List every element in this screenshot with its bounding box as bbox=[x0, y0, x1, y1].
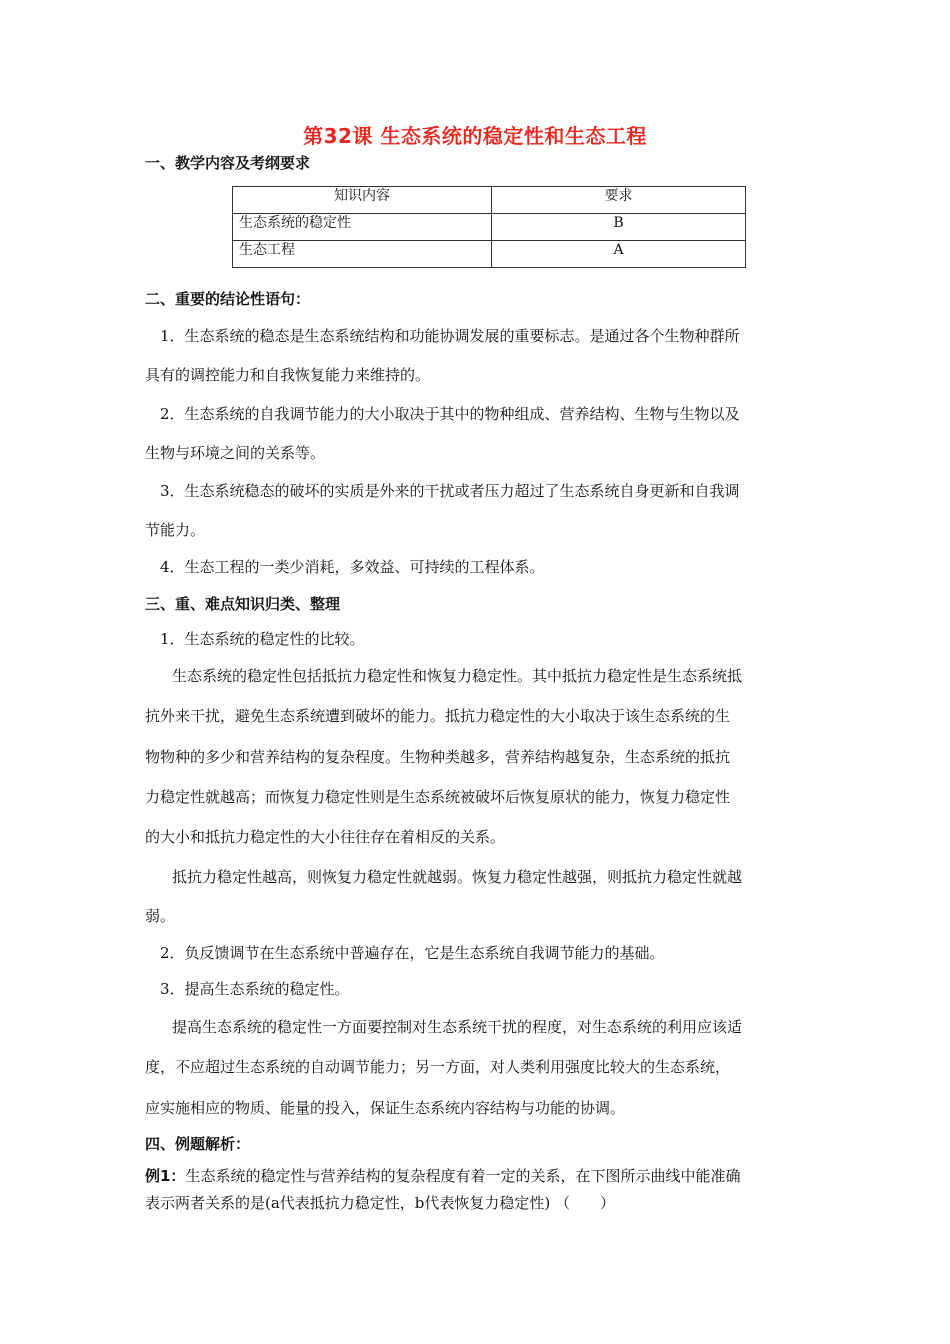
paragraph-line: 提高生态系统的稳定性一方面要控制对生态系统干扰的程度，对生态系统的利用应该适 bbox=[172, 1018, 743, 1036]
example-1-line: 表示两者关系的是(a代表抵抗力稳定性，b代表恢复力稳定性) （ ） bbox=[145, 1194, 616, 1212]
table-cell: A bbox=[492, 241, 746, 268]
table-cell: B bbox=[492, 214, 746, 241]
table-header-cell: 要求 bbox=[492, 187, 746, 214]
table-header-cell: 知识内容 bbox=[233, 187, 492, 214]
example-label: 例1： bbox=[145, 1167, 186, 1185]
paragraph-line: 生态系统的稳定性包括抵抗力稳定性和恢复力稳定性。其中抵抗力稳定性是生态系统抵 bbox=[172, 667, 743, 685]
paragraph-line: 4．生态工程的一类少消耗，多效益、可持续的工程体系。 bbox=[160, 558, 545, 576]
example-1-line bbox=[145, 1165, 740, 1186]
paragraph-line: 度，不应超过生态系统的自动调节能力；另一方面，对人类利用强度比较大的生态系统， bbox=[145, 1058, 731, 1076]
paragraph-line: 2．生态系统的自我调节能力的大小取决于其中的物种组成、营养结构、生物与生物以及 bbox=[160, 405, 740, 423]
table-cell: 生态工程 bbox=[233, 241, 492, 268]
paragraph-line: 的大小和抵抗力稳定性的大小往往存在着相反的关系。 bbox=[145, 828, 506, 846]
requirements-table bbox=[232, 186, 746, 268]
section-2-heading: 二、重要的结论性语句： bbox=[145, 290, 311, 308]
section-1-heading: 一、教学内容及考纲要求 bbox=[145, 154, 311, 172]
paragraph-line: 抗外来干扰，避免生态系统遭到破坏的能力。抵抗力稳定性的大小取决于该生态系统的生 bbox=[145, 707, 731, 725]
paragraph-line: 1．生态系统的稳态是生态系统结构和功能协调发展的重要标志。是通过各个生物种群所 bbox=[160, 327, 740, 345]
paragraph-line: 3．提高生态系统的稳定性。 bbox=[160, 980, 350, 998]
paragraph-line: 弱。 bbox=[145, 907, 176, 925]
paragraph-line: 2．负反馈调节在生态系统中普遍存在，它是生态系统自我调节能力的基础。 bbox=[160, 944, 665, 962]
paragraph-line: 节能力。 bbox=[145, 521, 206, 539]
paragraph-line: 生物与环境之间的关系等。 bbox=[145, 444, 326, 462]
paragraph-line: 具有的调控能力和自我恢复能力来维持的。 bbox=[145, 366, 431, 384]
section-4-heading: 四、例题解析： bbox=[145, 1135, 251, 1153]
table-header-row bbox=[233, 187, 746, 214]
paragraph-line: 抵抗力稳定性越高，则恢复力稳定性就越弱。恢复力稳定性越强，则抵抗力稳定性就越 bbox=[172, 868, 743, 886]
paragraph-line: 1．生态系统的稳定性的比较。 bbox=[160, 630, 365, 648]
paragraph-line: 3．生态系统稳态的破坏的实质是外来的干扰或者压力超过了生态系统自身更新和自我调 bbox=[160, 482, 740, 500]
page-title: 第32课 生态系统的稳定性和生态工程 bbox=[303, 124, 647, 148]
paragraph-line: 力稳定性就越高；而恢复力稳定性则是生态系统被破坏后恢复原状的能力，恢复力稳定性 bbox=[145, 788, 731, 806]
table-row bbox=[233, 241, 746, 268]
table-row bbox=[233, 214, 746, 241]
paragraph-line: 物物种的多少和营养结构的复杂程度。生物种类越多，营养结构越复杂，生态系统的抵抗 bbox=[145, 748, 731, 766]
table-cell: 生态系统的稳定性 bbox=[233, 214, 492, 241]
paragraph-line: 应实施相应的物质、能量的投入，保证生态系统内容结构与功能的协调。 bbox=[145, 1099, 626, 1117]
example-text: 生态系统的稳定性与营养结构的复杂程度有着一定的关系，在下图所示曲线中能准确 bbox=[185, 1167, 741, 1185]
section-3-heading: 三、重、难点知识归类、整理 bbox=[145, 595, 341, 613]
